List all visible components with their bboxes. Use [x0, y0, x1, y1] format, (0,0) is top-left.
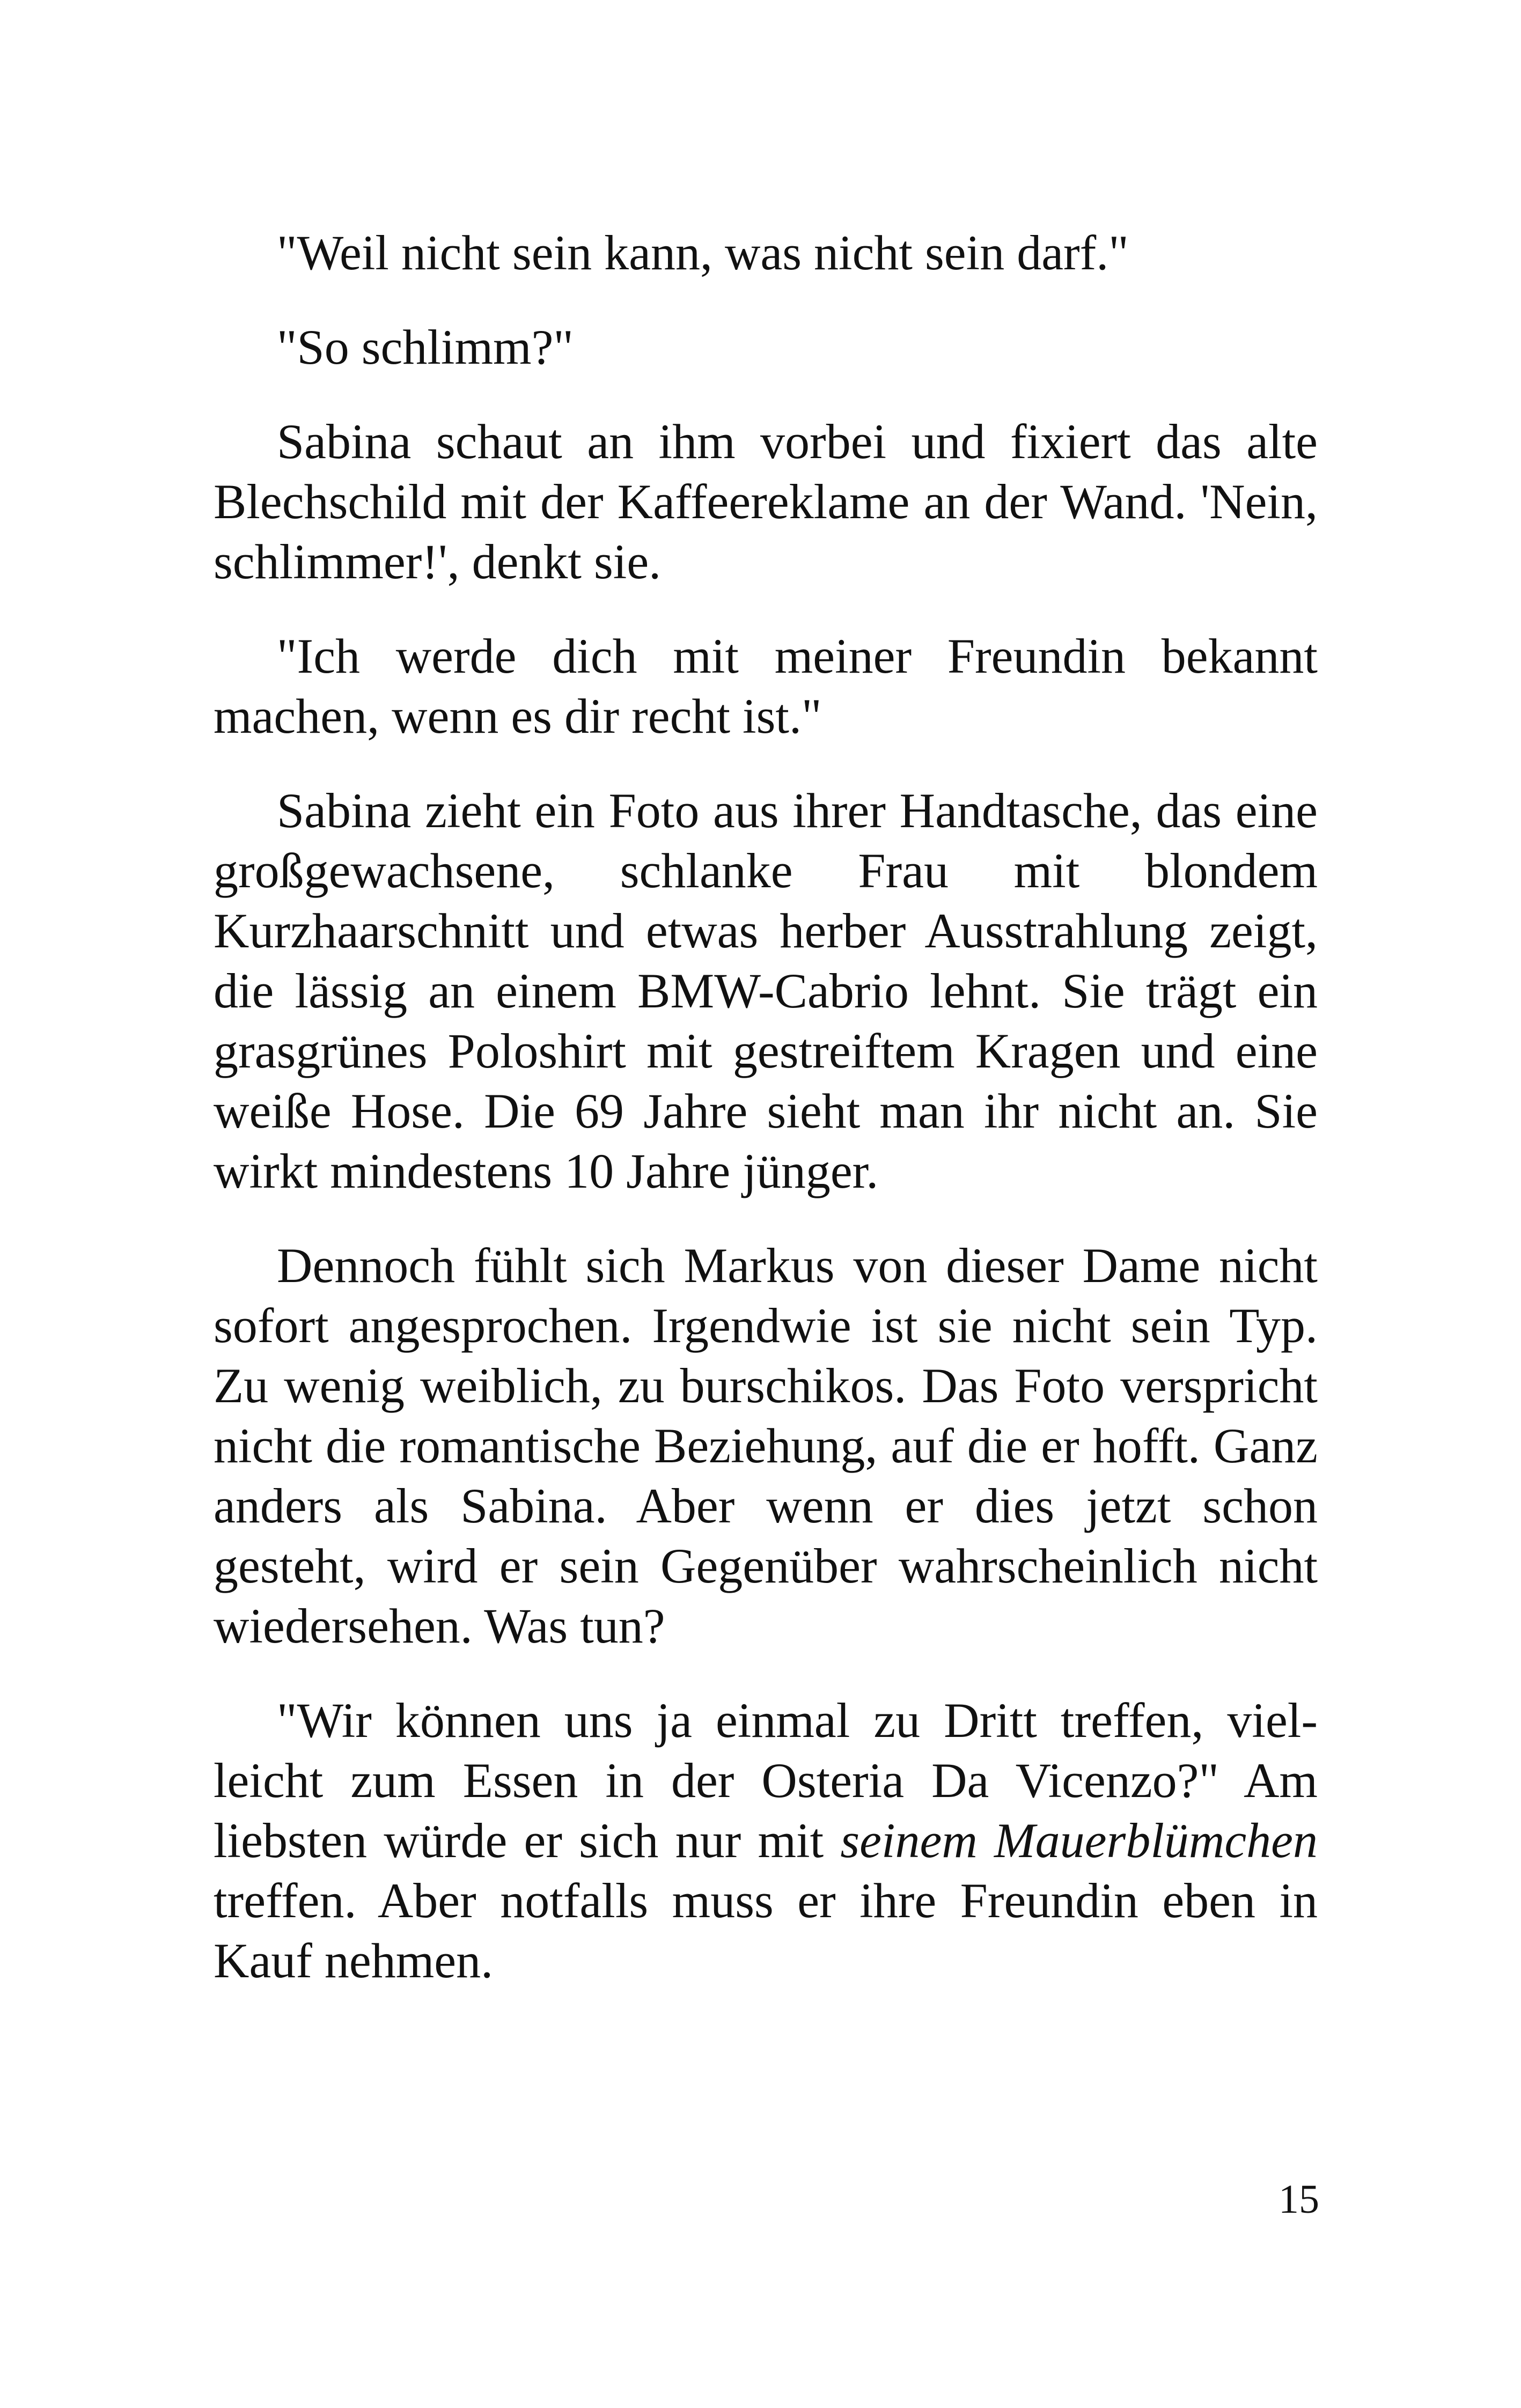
paragraph-7-emphasis: seinem Mauerblümchen [840, 1813, 1318, 1868]
paragraph-7 [214, 1690, 1318, 1991]
paragraph-2: "So schlimm?" [277, 320, 574, 374]
paragraph-3: Sabina schaut an ihm vorbei und fixiert das alte Blechschild mit der Kaffeereklame an der Wand. 'Nein, schlimmer!', denkt sie. [214, 414, 1318, 589]
paragraph-5: Sabina zieht ein Foto aus ihrer Handtasche, das eine großgewachsene, schlanke Frau mit blondem Kurzhaarschnitt und etwas herber Ausstrahlung zeigt, die lässig an einem BMW-Cabrio lehnt. Sie trägt ein grasgrünes Poloshirt mit gestreiftem Kragen und eine weiße Hose. Die 69 Jahre sieht man ihr nicht an. Sie wirkt mindestens 10 Jahre jünger. [214, 783, 1318, 1198]
paragraph-7-text-after: treffen. Aber notfalls muss er ihre Freundin eben in Kauf nehmen. [214, 1873, 1318, 1988]
paragraph-6: Dennoch fühlt sich Markus von dieser Dame nicht sofort angesprochen. Irgendwie ist sie nicht sein Typ. Zu wenig weiblich, zu burschikos. Das Foto verspricht nicht die romantische Beziehung, auf die er hofft. Ganz anders als Sabina. Aber wenn er dies jetzt schon gesteht, wird er sein Gegenüber wahrscheinlich nicht wiedersehen. Was tun? [214, 1238, 1318, 1653]
paragraph-4: "Ich werde dich mit meiner Freundin bekannt machen, wenn es dir recht ist." [214, 629, 1318, 743]
body-text [214, 223, 1318, 2025]
paragraph-1: "Weil nicht sein kann, was nicht sein darf." [277, 225, 1129, 280]
page-number: 15 [1278, 2177, 1319, 2222]
paragraph-7-text-before: "Wir können uns ja einmal zu Dritt treffen, vielleicht zum Essen in der Osteria Da Vicenzo?" Am liebsten würde er sich nur mit [214, 1693, 1318, 1868]
